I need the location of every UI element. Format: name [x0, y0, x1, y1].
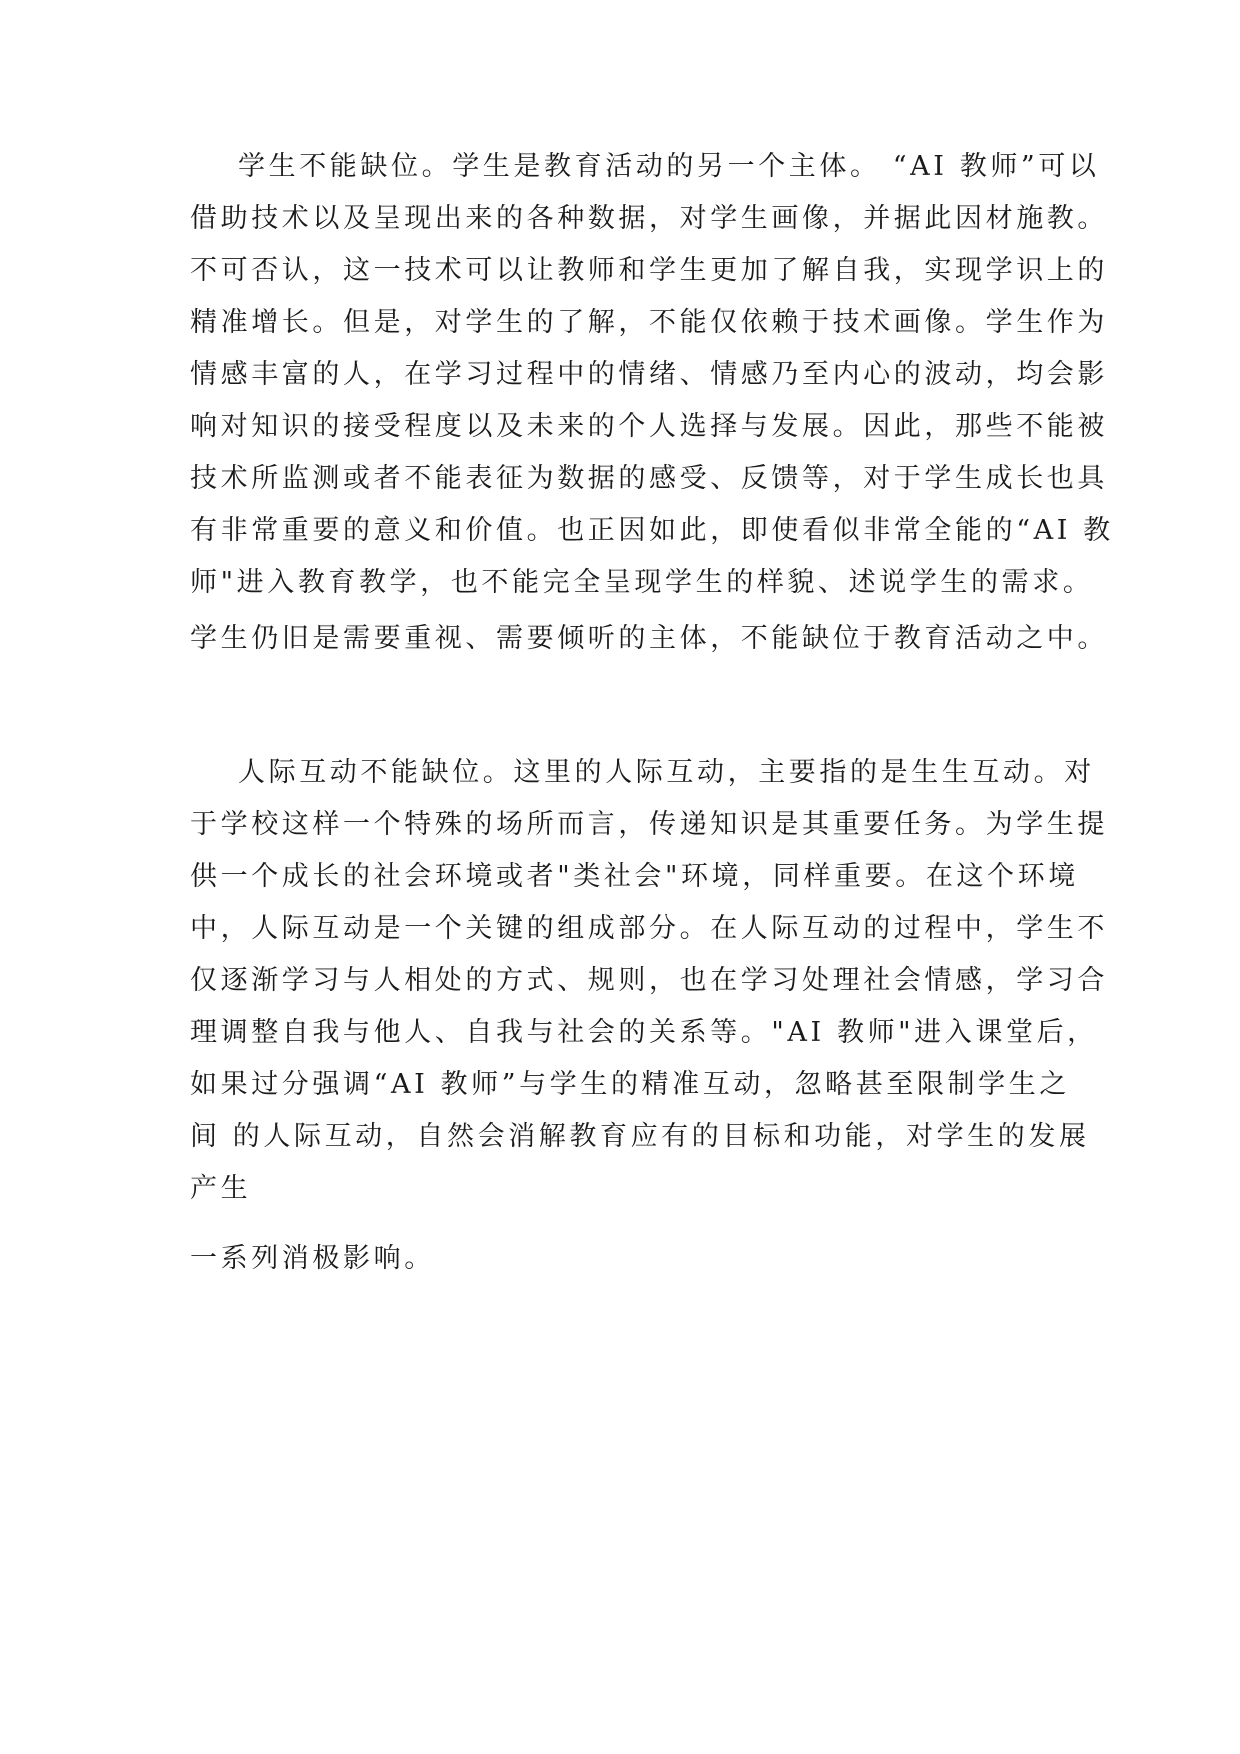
text-line: 供一个成长的社会环境或者"类社会"环境，同样重要。在这个环境 [190, 861, 1079, 892]
text-line: 师"进入教育教学，也不能完全呈现学生的样貌、述说学生的需求。 [190, 567, 1094, 598]
text-line: 理调整自我与他人、自我与社会的关系等。"AI 教师"进入课堂后， [190, 1017, 1098, 1048]
text-line: 不可否认，这一技术可以让教师和学生更加了解自我，实现学识上的 [190, 255, 1108, 286]
text-line: 如果过分强调“AI 教师”与学生的精准互动，忽略甚至限制学生之 [190, 1069, 1070, 1100]
text-line: 有非常重要的意义和价值。也正因如此，即使看似非常全能的“AI 教 [190, 515, 1114, 546]
text-line: 产生 [190, 1173, 252, 1204]
text-line: 一系列消极影响。 [190, 1243, 435, 1274]
text-line: 于学校这样一个特殊的场所而言，传递知识是其重要任务。为学生提 [190, 809, 1108, 840]
text-line: 间 的人际互动，自然会消解教育应有的目标和功能，对学生的发展 [190, 1121, 1090, 1152]
text-line: 借助技术以及呈现出来的各种数据，对学生画像，并据此因材施教。 [190, 203, 1108, 234]
text-line: 仅逐渐学习与人相处的方式、规则，也在学习处理社会情感，学习合 [190, 965, 1108, 996]
text-line: 学生仍旧是需要重视、需要倾听的主体，不能缺位于教育活动之中。 [190, 623, 1108, 654]
text-line: 情感丰富的人，在学习过程中的情绪、情感乃至内心的波动，均会影 [190, 359, 1108, 390]
text-line: 人际互动不能缺位。这里的人际互动，主要指的是生生互动。对 [238, 757, 1095, 788]
text-line: 学生不能缺位。学生是教育活动的另一个主体。 “AI 教师”可以 [238, 151, 1100, 182]
text-line: 技术所监测或者不能表征为数据的感受、反馈等，对于学生成长也具 [190, 463, 1108, 494]
text-line: 响对知识的接受程度以及未来的个人选择与发展。因此，那些不能被 [190, 411, 1108, 442]
text-line: 精准增长。但是，对学生的了解，不能仅依赖于技术画像。学生作为 [190, 307, 1108, 338]
text-line: 中，人际互动是一个关键的组成部分。在人际互动的过程中，学生不 [190, 913, 1108, 944]
